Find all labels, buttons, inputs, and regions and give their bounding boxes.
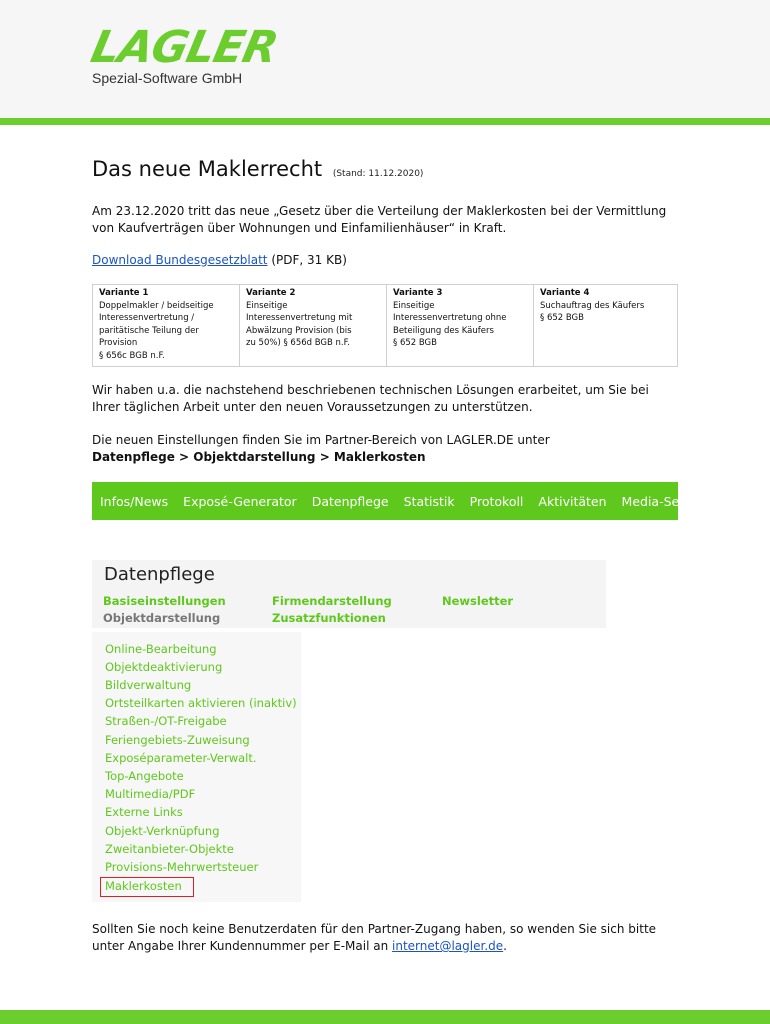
nav-datenpflege[interactable]: Datenpflege [311, 493, 389, 509]
variant-cell-4 [534, 285, 678, 367]
maklerkosten-highlight-box [100, 877, 194, 897]
submenu-zweitanbieter-objekte[interactable]: Zweitanbieter-Objekte [105, 842, 234, 856]
nav-media-service[interactable]: Media-Service [621, 493, 710, 509]
closing-line-2-text: unter Angabe Ihrer Kundennummer per E-Mail an [92, 939, 393, 953]
submenu-ortsteilkarten[interactable]: Ortsteilkarten aktivieren (inaktiv) [105, 696, 297, 710]
submenu-strassen-ot-freigabe[interactable]: Straßen-/OT-Freigabe [105, 714, 227, 728]
variant-text: Doppelmakler / beidseitige Interessenvertretung / paritätische Teilung der Provision § 656c BGB n.F. [99, 300, 214, 361]
page-title [92, 157, 423, 181]
variant-cell-3 [387, 285, 534, 367]
datenpflege-panel [92, 560, 606, 628]
download-info: (PDF, 31 KB) [267, 253, 347, 267]
closing-period: . [503, 939, 507, 953]
partner-navbar [92, 482, 710, 520]
zusatzfunktionen-link[interactable]: Zusatzfunktionen [272, 611, 386, 625]
variant-heading: Variante 4 [540, 288, 590, 298]
lagler-logo: LAGLER [86, 22, 282, 73]
variant-text: Einseitige Interessenvertretung mit Abwälzung Provision (bis zu 50%) § 656d BGB n.F. [246, 300, 353, 348]
variant-heading: Variante 1 [99, 288, 149, 298]
datenpflege-title: Datenpflege [104, 564, 215, 585]
submenu-objektdeaktivierung[interactable]: Objektdeaktivierung [105, 660, 223, 674]
variant-text: Einseitige Interessenvertretung ohne Beteiligung des Käufers § 652 BGB [393, 300, 507, 348]
firmendarstellung-link[interactable]: Firmendarstellung [272, 594, 392, 608]
objektdarstellung-link[interactable]: Objektdarstellung [103, 611, 221, 625]
solutions-line-1: Wir haben u.a. die nachstehend beschriebenen technischen Lösungen erarbeitet, um Sie bei [92, 383, 649, 397]
solutions-line-2: Ihrer täglichen Arbeit unter den neuen Voraussetzungen zu unterstützen. [92, 400, 533, 414]
submenu-externe-links[interactable]: Externe Links [105, 805, 183, 819]
table-row [93, 285, 678, 367]
download-row [92, 252, 347, 269]
newsletter-link[interactable]: Newsletter [442, 594, 514, 608]
title-text: Das neue Maklerrecht [92, 157, 323, 181]
variant-cell-1 [93, 285, 240, 367]
settings-paragraph [92, 432, 550, 466]
submenu-objekt-verknuepfung[interactable]: Objekt-Verknüpfung [105, 824, 220, 838]
header-divider [0, 118, 770, 125]
submenu-feriengebiets-zuweisung[interactable]: Feriengebiets-Zuweisung [105, 733, 250, 747]
nav-expose-generator[interactable]: Exposé-Generator [183, 493, 297, 509]
submenu-exposeparameter[interactable]: Exposéparameter-Verwalt. [105, 751, 257, 765]
download-bundesgesetzblatt-link[interactable]: Download Bundesgesetzblatt [92, 253, 268, 267]
page-header [0, 0, 770, 118]
submenu-maklerkosten[interactable]: Maklerkosten [105, 879, 182, 893]
variant-heading: Variante 2 [246, 288, 296, 298]
closing-paragraph [92, 921, 656, 955]
basiseinstellungen-link[interactable]: Basiseinstellungen [103, 594, 226, 608]
settings-path: Datenpflege > Objektdarstellung > Maklerkosten [92, 450, 426, 464]
submenu-multimedia-pdf[interactable]: Multimedia/PDF [105, 787, 196, 801]
footer-bar [0, 1010, 770, 1024]
intro-paragraph [92, 203, 666, 237]
nav-statistik[interactable]: Statistik [403, 493, 455, 509]
intro-line-2: von Kaufverträgen über Wohnungen und Einfamilienhäuser“ in Kraft. [92, 221, 507, 235]
variant-text: Suchauftrag des Käufers § 652 BGB [540, 300, 645, 323]
settings-line-1: Die neuen Einstellungen finden Sie im Partner-Bereich von LAGLER.DE unter [92, 433, 550, 447]
objektdarstellung-submenu [92, 632, 301, 902]
variant-heading: Variante 3 [393, 288, 443, 298]
nav-infos-news[interactable]: Infos/News [100, 493, 169, 509]
closing-line-1: Sollten Sie noch keine Benutzerdaten für den Partner-Zugang haben, so wenden Sie sich bitte [92, 922, 657, 936]
submenu-provisions-mehrwertsteuer[interactable]: Provisions-Mehrwertsteuer [105, 860, 259, 874]
variant-cell-2 [240, 285, 387, 367]
solutions-paragraph [92, 382, 649, 416]
nav-aktivitaeten[interactable]: Aktivitäten [538, 493, 607, 509]
submenu-bildverwaltung[interactable]: Bildverwaltung [105, 678, 192, 692]
stand-date: (Stand: 11.12.2020) [332, 169, 424, 179]
submenu-online-bearbeitung[interactable]: Online-Bearbeitung [105, 642, 217, 656]
company-name: Spezial-Software GmbH [92, 70, 243, 86]
variants-table [92, 284, 678, 367]
closing-line-2 [92, 938, 656, 955]
intro-line-1: Am 23.12.2020 tritt das neue „Gesetz über die Verteilung der Maklerkosten bei der Vermittlung [92, 204, 667, 218]
email-link[interactable]: internet@lagler.de [392, 939, 504, 953]
submenu-top-angebote[interactable]: Top-Angebote [105, 769, 184, 783]
nav-protokoll[interactable]: Protokoll [469, 493, 524, 509]
